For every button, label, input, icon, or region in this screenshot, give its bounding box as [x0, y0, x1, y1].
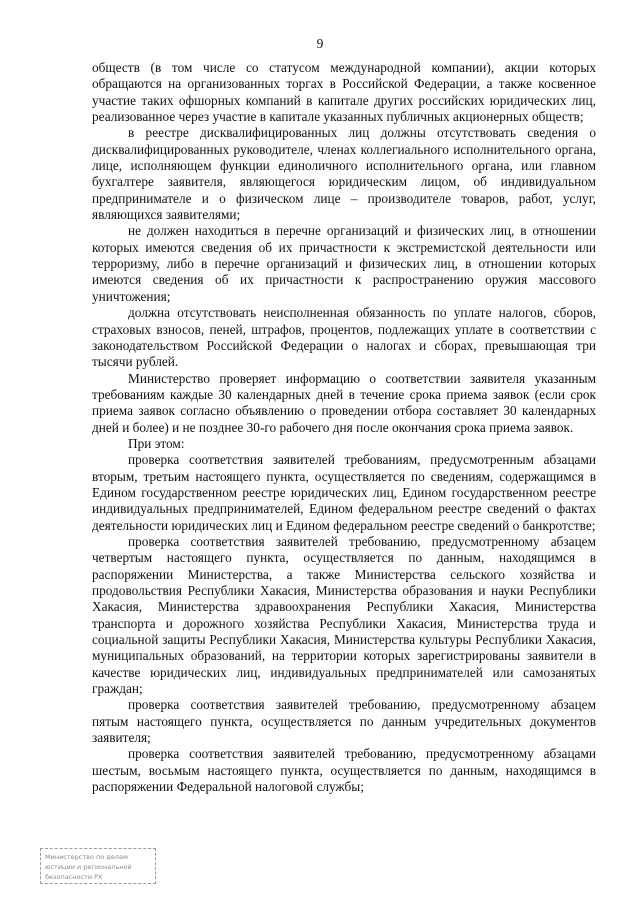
body-paragraph: должна отсутствовать неисполненная обязанность по уплате налогов, сборов, страховых взносов, пеней, штрафов, процентов, подлежащих уплате в соответствии с законодательством Российской Федерации о налогах и сборах, превышающая три тысячи рублей.: [92, 305, 596, 370]
body-paragraph: не должен находиться в перечне организаций и физических лиц, в отношении которых имеются сведения об их причастности к экстремистской деятельности или терроризму, либо в перечне организаций и физических лиц, в отношении которых имеются сведения об их причастности к распространению оружия массового уничтожения;: [92, 223, 596, 304]
body-paragraph: проверка соответствия заявителей требованию, предусмотренному абзацем четвертым настоящего пункта, осуществляется по данным, находящимся в распоряжении Министерства, а также Министерства сельского хозяйства и продовольствия Республики Хакасия, Министерства образования и науки Республики Хакасия, Министерства здравоохранения Республики Хакасия, Министерства транспорта и дорожного хозяйства Республики Хакасия, Министерства труда и социальной защиты Республики Хакасия, Министерства культуры Республики Хакасия, муниципальных образований, на территории которых зарегистрированы заявители в качестве юридических лиц, индивидуальных предпринимателей или самозанятых граждан;: [92, 533, 596, 697]
body-paragraph: проверка соответствия заявителей требованию, предусмотренному абзацами шестым, восьмым настоящего пункта, осуществляется по данным, находящимся в распоряжении Федеральной налоговой службы;: [92, 746, 596, 795]
registration-stamp: [40, 848, 156, 884]
body-paragraph: Министерство проверяет информацию о соответствии заявителя указанным требованиям каждые 30 календарных дней в течение срока приема заявок (если срок приема заявок согласно объявлению о проведении отбора составляет 30 календарных дней и более) и не позднее 30-го рабочего дня после окончания срока приема заявок.: [92, 370, 596, 435]
page-number: 9: [316, 36, 324, 51]
body-paragraph: При этом:: [128, 435, 185, 451]
stamp-line: юстиции и региональной: [45, 863, 132, 871]
body-paragraph: в реестре дисквалифицированных лиц должны отсутствовать сведения о дисквалифицированных руководителе, членах коллегиального исполнительного органа, лице, исполняющем функции единоличного исполнительного органа, или главном бухгалтере заявителя, являющегося юридическим лицом, об индивидуальном предпринимателе и о физическом лице – производителе товаров, работ, услуг, являющихся заявителями;: [92, 125, 596, 223]
body-paragraph: проверка соответствия заявителей требованиям, предусмотренным абзацами вторым, третьим настоящего пункта, осуществляется по сведениям, содержащимся в Едином государственном реестре юридических лиц, Едином государственном реестре индивидуальных предпринимателей, Едином федеральном реестре сведений о фактах деятельности юридических лиц и Едином федеральном реестре сведений о банкротстве;: [92, 452, 596, 533]
stamp-line: Министерство по делам: [45, 853, 128, 861]
document-body: [92, 60, 596, 795]
body-paragraph: проверка соответствия заявителей требованию, предусмотренному абзацем пятым настоящего пункта, осуществляется по данным учредительных документов заявителя;: [92, 697, 596, 746]
stamp-line: безопасности РХ: [45, 873, 103, 881]
body-paragraph: обществ (в том числе со статусом международной компании), акции которых обращаются на организованных торгах в Российской Федерации, а также косвенное участие таких офшорных компаний в капитале других российских юридических лиц, реализованное через участие в капитале указанных публичных акционерных обществ;: [92, 60, 596, 125]
